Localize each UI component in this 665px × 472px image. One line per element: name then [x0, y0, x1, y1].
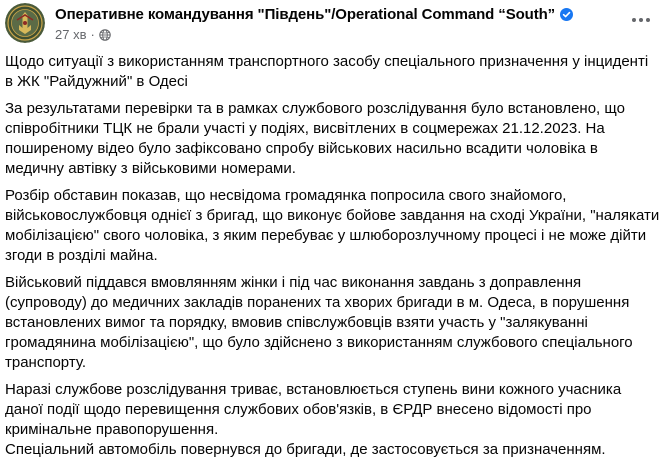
post-paragraph: За результатами перевірки та в рамках службового розслідування було встановлено, що співробітники ТЦК не брали участі у подіях, висвітлених в соцмережах 21.12.2023. На поширеному відео було зафіксовано спробу військових насильно всадити чоловіка в медичну автівку з військовими номерами. — [5, 100, 625, 177]
post-paragraph: Військовий піддався вмовлянням жінки і під час виконання завдань з доправлення (супроводу) до медичних закладів поранених та хворих бригади в м. Одеса, в порушення встановлених вимог та порядку, вмовив співслужбовців взяти участь у "залякуванні громадянина мобілізацією", що було здійснено з використанням службового спеціального транспорту. — [5, 274, 633, 371]
post-paragraph: Наразі службове розслідування триває, встановлюється ступень вини кожного учасника даної події щодо перевищення службових обов'язків, в ЄРДР внесено відомості про кримінальне правопорушення. Спеціальний автомобіль повернувся до бригади, де застосовується за призначенням. — [5, 381, 622, 458]
post-meta — [55, 25, 615, 43]
author-block — [55, 5, 615, 43]
author-name[interactable]: Оперативне командування "Південь"/Operational Command “South” — [55, 6, 556, 23]
post-paragraph: Щодо ситуації з використанням транспортного засобу спеціального призначення у інциденті в ЖК "Райдужний" в Одесі — [5, 53, 649, 90]
more-options-icon — [631, 17, 651, 23]
post-timestamp[interactable]: 27 хв — [55, 26, 87, 42]
post-body — [5, 52, 660, 467]
command-emblem-icon — [5, 3, 45, 43]
author-avatar[interactable] — [5, 3, 45, 43]
verified-badge-icon — [560, 8, 573, 21]
globe-icon — [99, 28, 111, 40]
more-options-button[interactable] — [625, 8, 657, 32]
meta-separator: · — [90, 26, 95, 42]
author-line — [55, 5, 615, 24]
post-header — [5, 3, 660, 43]
post-paragraph: Розбір обставин показав, що несвідома громадянка попросила свого знайомого, військовослужбовця однієї з бригад, що виконує бойове завдання на сході України, "налякати мобілізацією" свого чоловіка, з яким перебуває у шлюборозлучному процесі і не може дійти згоди в розділі майна. — [5, 187, 660, 264]
